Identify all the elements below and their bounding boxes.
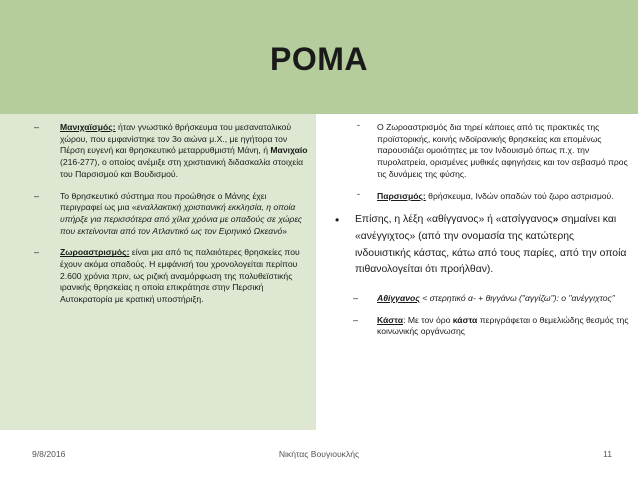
dash-marker: – xyxy=(353,314,359,325)
page-number: 11 xyxy=(603,449,612,459)
bullet-text-b: σημαίνει και «ανέγγιχτος» (από την ονομασία της κατώτερης ινδουιστικής κάστας, κάτω από τους παρίες, από την οποία πιθανολογείται ότι προήλθαν). xyxy=(355,214,627,276)
list-item-parsism xyxy=(329,188,630,203)
footer-date: 9/8/2016 xyxy=(32,449,66,459)
left-column xyxy=(0,114,316,430)
item-text: είναι μια από τις παλαιότερες θρησκείες που έχουν ακόμα οπαδούς. Η εμφάνισή του χρονολογείται περίπου 2.600 χρόνια πριν, ως ριζική αναμόρφωση της πολυθεϊστικής ιρανικής θρησκείας η οποία επικράτησε στην Περσική Αυτοκρατορία με κρατική υποστήριξη. xyxy=(60,247,300,305)
list-item-manichaeism xyxy=(34,122,308,181)
item-text: θρήσκευμα, Ινδών οπαδών τού ζωρο αστρισμού. xyxy=(425,190,614,201)
item-text: : Με τον όρο xyxy=(403,314,453,325)
item-quote: εναλλακτική χριστιανική εκκλησία, η οποία υπήρξε για περισσότερα από χίλια χρόνια με οπαδούς σε χώρες που εκτείνονται από τον Ατλαντικό ως τον Ειρηνικό Ωκεανό xyxy=(60,202,303,236)
dash-marker: – xyxy=(34,122,40,132)
term-manichaeism: Μανιχαϊσμός: xyxy=(60,122,116,132)
bold-caste: κάστα xyxy=(452,314,478,325)
slide-title: ΡΟΜΑ xyxy=(270,40,368,77)
dash-marker: - xyxy=(357,188,360,199)
bullet-text-a: Επίσης, η λέξη «αθίγγανος» ή «ατσίγγανος xyxy=(355,214,553,226)
bullet-marker: • xyxy=(335,213,340,228)
list-item-athinganos-etymology xyxy=(329,293,630,305)
right-column xyxy=(319,114,638,430)
item-text-2: » xyxy=(282,225,288,236)
term-caste: Κάστα xyxy=(377,314,404,325)
term-athinganos: Αθίγγανος xyxy=(377,293,420,304)
list-item-caste xyxy=(329,315,630,338)
bullet-athinganos xyxy=(329,212,630,279)
dash-marker: – xyxy=(34,190,40,201)
dash-marker: – xyxy=(34,247,40,258)
item-text: < στερητικό α- + θιγγάνω ("αγγίζω"): ο "ανέγγιχτος" xyxy=(419,293,615,304)
term-zoroastrianism: Ζωροαστρισμός: xyxy=(60,247,130,258)
footer xyxy=(0,449,638,467)
item-text-2: περιγράφεται ο θεμελιώδης θεσμός της κοινωνικής οργάνωσης xyxy=(377,314,629,337)
dash-marker: - xyxy=(357,120,360,130)
title-band xyxy=(0,0,638,114)
list-item-mani-system xyxy=(34,191,308,238)
list-item-zoroastrian-practices xyxy=(329,122,630,181)
item-text: Ο Ζωροαστρισμός δια τηρεί κάποιες από τις πρακτικές της προϊστορικής, κοινής ινδοϊρανικής θρησκείας και επομένως παρουσιάζει ομοιότητες με τον Ινδουισμό όπως π.χ. την πυρολατρεία, ορισμένες μυθικές αφηγήσεις και τον σεβασμό προς τις δυνάμεις της φύσης. xyxy=(377,122,628,179)
item-text: ήταν γνωστικό θρήσκευμα του μεσανατολικού χώρου, που εμφανίστηκε τον 3ο αιώνα μ.Χ., με ηγήτορα τον Πέρση ευγενή και θρησκευτικό μεταρρυθμιστή Μάνη, ή xyxy=(60,122,292,156)
footer-author: Νικήτας Βουγιουκλής xyxy=(278,449,360,459)
item-text-2: (216-277), ο οποίος ανέμιξε στη χριστιανική διδασκαλία στοιχεία του Παρσισμού και Βουδισμού. xyxy=(60,157,304,179)
item-text: Το θρησκευτικό σύστημα που προώθησε ο Μάνης έχει περιγραφεί ως μια « xyxy=(60,190,267,213)
list-item-zoroastrianism xyxy=(34,247,308,306)
name-manichaios: Μανιχαίο xyxy=(270,145,308,156)
term-parsism: Παρσισμός: xyxy=(377,190,426,201)
dash-marker: – xyxy=(353,293,359,304)
bullet-bold-close: » xyxy=(552,214,559,226)
